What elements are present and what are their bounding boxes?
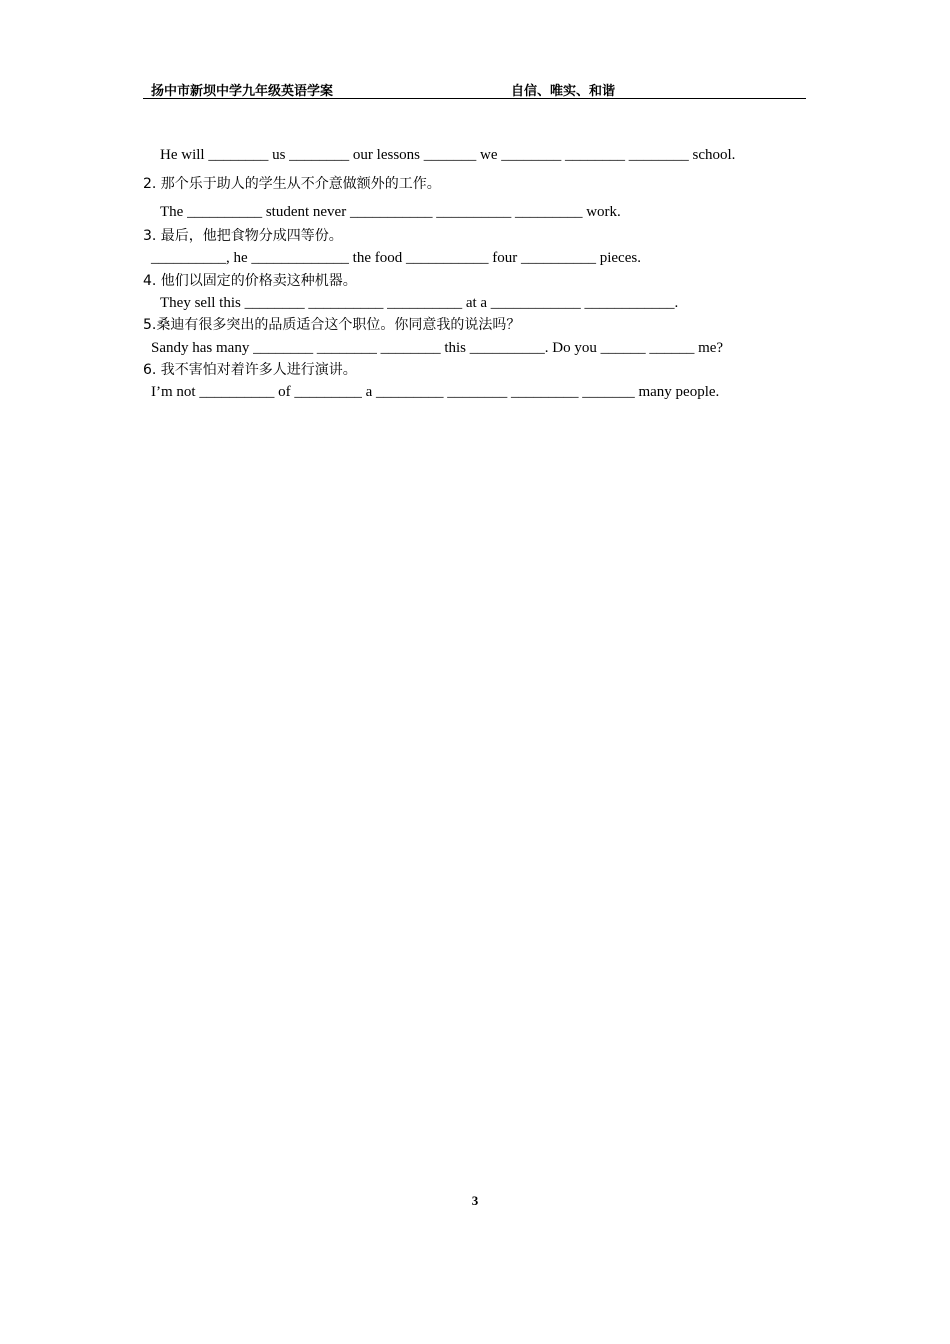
exercise-3-english: __________, he _____________ the food ___________ four __________ pieces.	[151, 250, 641, 266]
exercise-6-english: I’m not __________ of _________ a _________ ________ _________ _______ many people.	[151, 384, 720, 400]
exercise-5-english: Sandy has many ________ ________ ________ this __________. Do you ______ ______ me?	[151, 340, 724, 356]
exercise-5-chinese: 5.桑迪有很多突出的品质适合这个职位。你同意我的说法吗？	[143, 317, 521, 333]
exercise-4-chinese: 4. 他们以固定的价格卖这种机器。	[143, 273, 357, 289]
header-school-name: 扬中市新坝中学九年级英语学案	[151, 84, 334, 99]
page-number: 3	[471, 1193, 479, 1208]
page-header	[143, 78, 806, 99]
exercise-6-chinese: 6. 我不害怕对着许多人进行演讲。	[143, 362, 357, 378]
exercise-4-english: They sell this ________ __________ __________ at a ____________ ____________.	[160, 295, 679, 311]
exercise-2-english: The __________ student never ___________ __________ _________ work.	[160, 204, 621, 220]
header-motto: 自信、唯实、和谐	[511, 84, 616, 99]
exercise-2-chinese: 2. 那个乐于助人的学生从不介意做额外的工作。	[143, 176, 441, 192]
exercise-1-english: He will ________ us ________ our lessons _______ we ________ ________ ________ school.	[160, 147, 736, 163]
exercise-3-chinese: 3. 最后，他把食物分成四等份。	[143, 228, 343, 244]
